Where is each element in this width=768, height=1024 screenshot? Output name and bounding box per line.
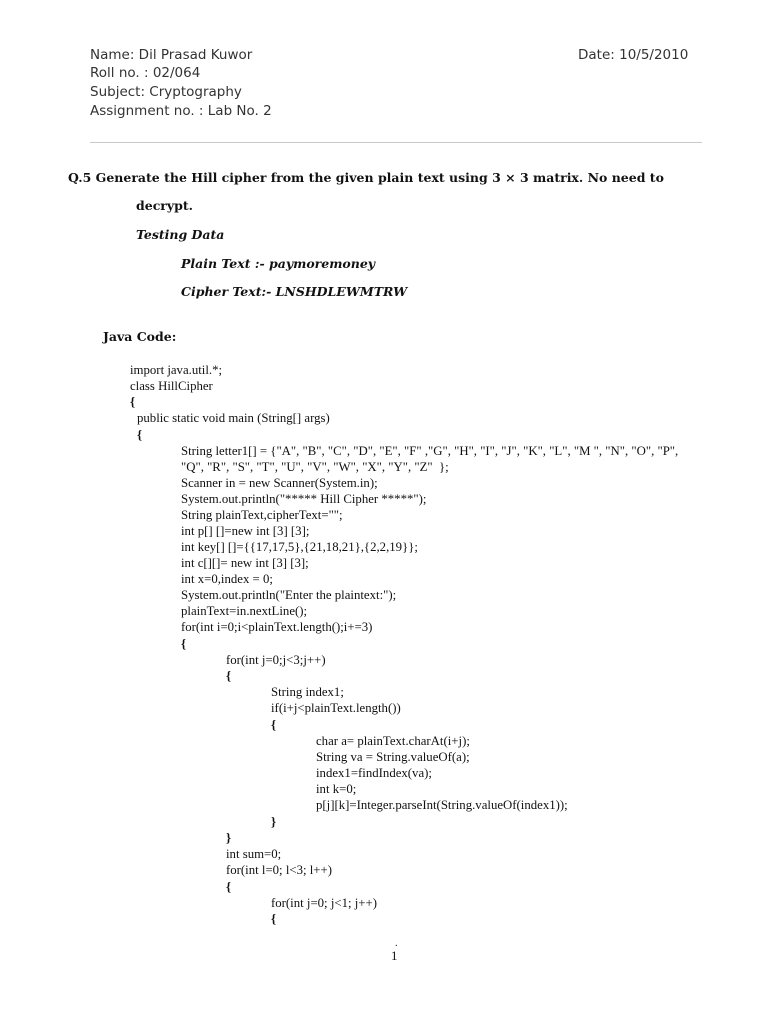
page-dot: . — [395, 938, 398, 949]
code-line: String index1; — [271, 685, 344, 699]
code-line: { — [130, 395, 136, 409]
code-line: String va = String.valueOf(a); — [316, 750, 470, 764]
roll-number: Roll no. : 02/064 — [90, 65, 201, 81]
code-line: int key[] []={{17,17,5},{21,18,21},{2,2,19}}; — [181, 540, 418, 554]
code-line: int p[] []=new int [3] [3]; — [181, 524, 310, 538]
code-line: for(int j=0;j<3;j++) — [226, 653, 326, 667]
code-line: int x=0,index = 0; — [181, 572, 273, 586]
code-line: class HillCipher — [130, 379, 213, 393]
code-line: { — [226, 880, 232, 894]
code-line: } — [226, 831, 232, 845]
code-line: char a= plainText.charAt(i+j); — [316, 734, 470, 748]
code-line: public static void main (String[] args) — [137, 411, 330, 425]
plain-text: Plain Text :- paymoremoney — [181, 256, 376, 271]
code-line: } — [271, 815, 277, 829]
code-line: int k=0; — [316, 782, 357, 796]
cipher-text: Cipher Text:- LNSHDLEWMTRW — [181, 284, 408, 299]
code-line: for(int j=0; j<1; j++) — [271, 896, 377, 910]
header-divider — [90, 142, 702, 143]
code-line: { — [226, 669, 232, 683]
code-line: for(int l=0; l<3; l++) — [226, 863, 332, 877]
code-line: String letter1[] = {"A", "B", "C", "D", "E", "F" ,"G", "H", "I", "J", "K", "L", "M ", "N", "O", "P", — [181, 444, 679, 458]
code-line: if(i+j<plainText.length()) — [271, 701, 401, 715]
code-line: "Q", "R", "S", "T", "U", "V", "W", "X", "Y", "Z" }; — [181, 460, 449, 474]
java-code-heading: Java Code: — [103, 329, 177, 344]
code-line: { — [181, 637, 187, 651]
code-line: plainText=in.nextLine(); — [181, 604, 308, 618]
code-line: { — [137, 428, 143, 442]
code-line: System.out.println("Enter the plaintext:"); — [181, 588, 397, 602]
subject: Subject: Cryptography — [90, 84, 242, 100]
code-line: Scanner in = new Scanner(System.in); — [181, 476, 378, 490]
code-line: { — [271, 912, 277, 926]
code-line: { — [271, 718, 277, 732]
code-line: int c[][]= new int [3] [3]; — [181, 556, 309, 570]
code-line: String plainText,cipherText=""; — [181, 508, 343, 522]
code-line: import java.util.*; — [130, 363, 223, 377]
code-line: System.out.println("***** Hill Cipher *****"); — [181, 492, 427, 506]
date: Date: 10/5/2010 — [578, 47, 689, 63]
code-line: for(int i=0;i<plainText.length();i+=3) — [181, 620, 373, 634]
code-line: int sum=0; — [226, 847, 282, 861]
page-number: 1 — [391, 948, 398, 963]
student-name: Name: Dil Prasad Kuwor — [90, 47, 253, 63]
question-line-2: decrypt. — [136, 198, 194, 213]
testing-data-label: Testing Data — [136, 227, 225, 242]
assignment-number: Assignment no. : Lab No. 2 — [90, 103, 272, 119]
question-line-1: Q.5 Generate the Hill cipher from the given plain text using 3 × 3 matrix. No need to — [68, 170, 664, 185]
code-line: p[j][k]=Integer.parseInt(String.valueOf(index1)); — [316, 798, 568, 812]
code-line: index1=findIndex(va); — [316, 766, 432, 780]
